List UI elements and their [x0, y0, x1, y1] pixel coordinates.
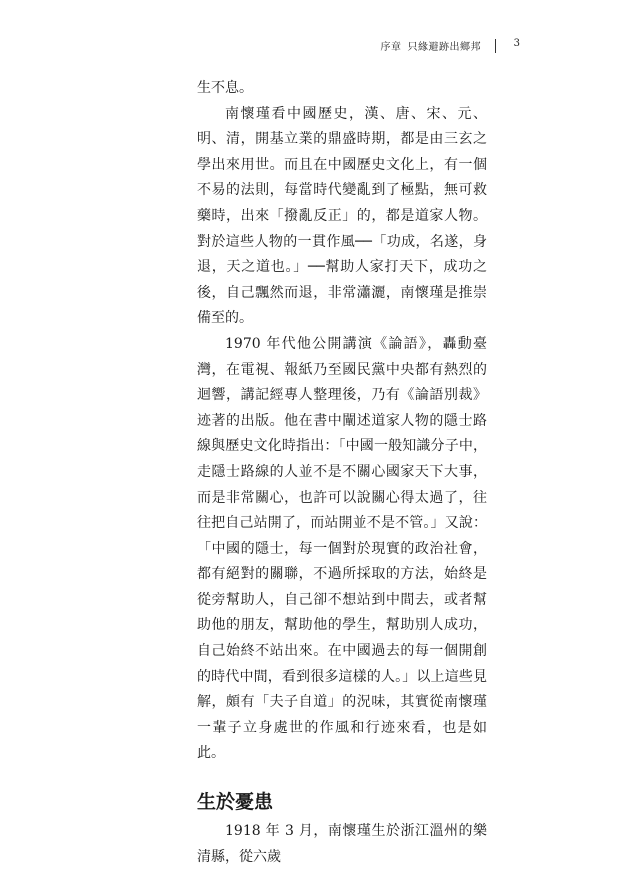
- paragraph-continuation: 生不息。: [197, 80, 253, 96]
- paragraph-section-start: 1918 年 3 月，南懷瑾生於浙江溫州的樂清縣，從六歲: [197, 823, 487, 865]
- body-text: [197, 76, 487, 870]
- chapter-title: 只緣避跡出鄉邦: [407, 42, 481, 53]
- paragraph-lunyu: 1970 年代他公開講演《論語》，轟動臺灣，在電視、報紙乃至國民黨中央都有熱烈的迴響，講記經專人整理後，乃有《論語別裁》迹著的出版。他在書中闡述道家人物的隱士路線與歷史文化時指出：「中國一般知識分子中，走隱士路線的人並不是不關心國家天下大事，而是非常關心，也許可以說關心得太過了，往往把自己站開了，而站開並不是不管。」又說：「中國的隱士，每一個對於現實的政治社會，都有絕對的關聯，不過所採取的方法，始終是從旁幫助人，自己卻不想站到中間去，或者幫助他的朋友，幫助他的學生，幫助別人成功，自己始終不站出來。在中國過去的每一個開創的時代中間，看到很多這樣的人。」以上這些見解，頗有「夫子自道」的況味，其實從南懷瑾一輩子立身處世的作風和行迹來看，也是如此。: [197, 335, 487, 762]
- section-heading: 生於憂患: [197, 791, 274, 814]
- chapter-label: 序章: [380, 42, 402, 53]
- header-divider: [495, 39, 496, 53]
- page-number: 3: [513, 38, 520, 49]
- paragraph-history: 南懷瑾看中國歷史，漢、唐、宋、元、明、清，開基立業的鼎盛時期，都是由三玄之學出來用世。而且在中國歷史文化上，有一個不易的法則，每當時代變亂到了極點，無可救藥時，出來「撥亂反正」的，都是道家人物。對於這些人物的一貫作風──「功成，名遂，身退，天之道也。」──幫助人家打天下，成功之後，自己飄然而退，非常瀟灑，南懷瑾是推崇備至的。: [197, 105, 487, 327]
- running-header: [381, 38, 509, 53]
